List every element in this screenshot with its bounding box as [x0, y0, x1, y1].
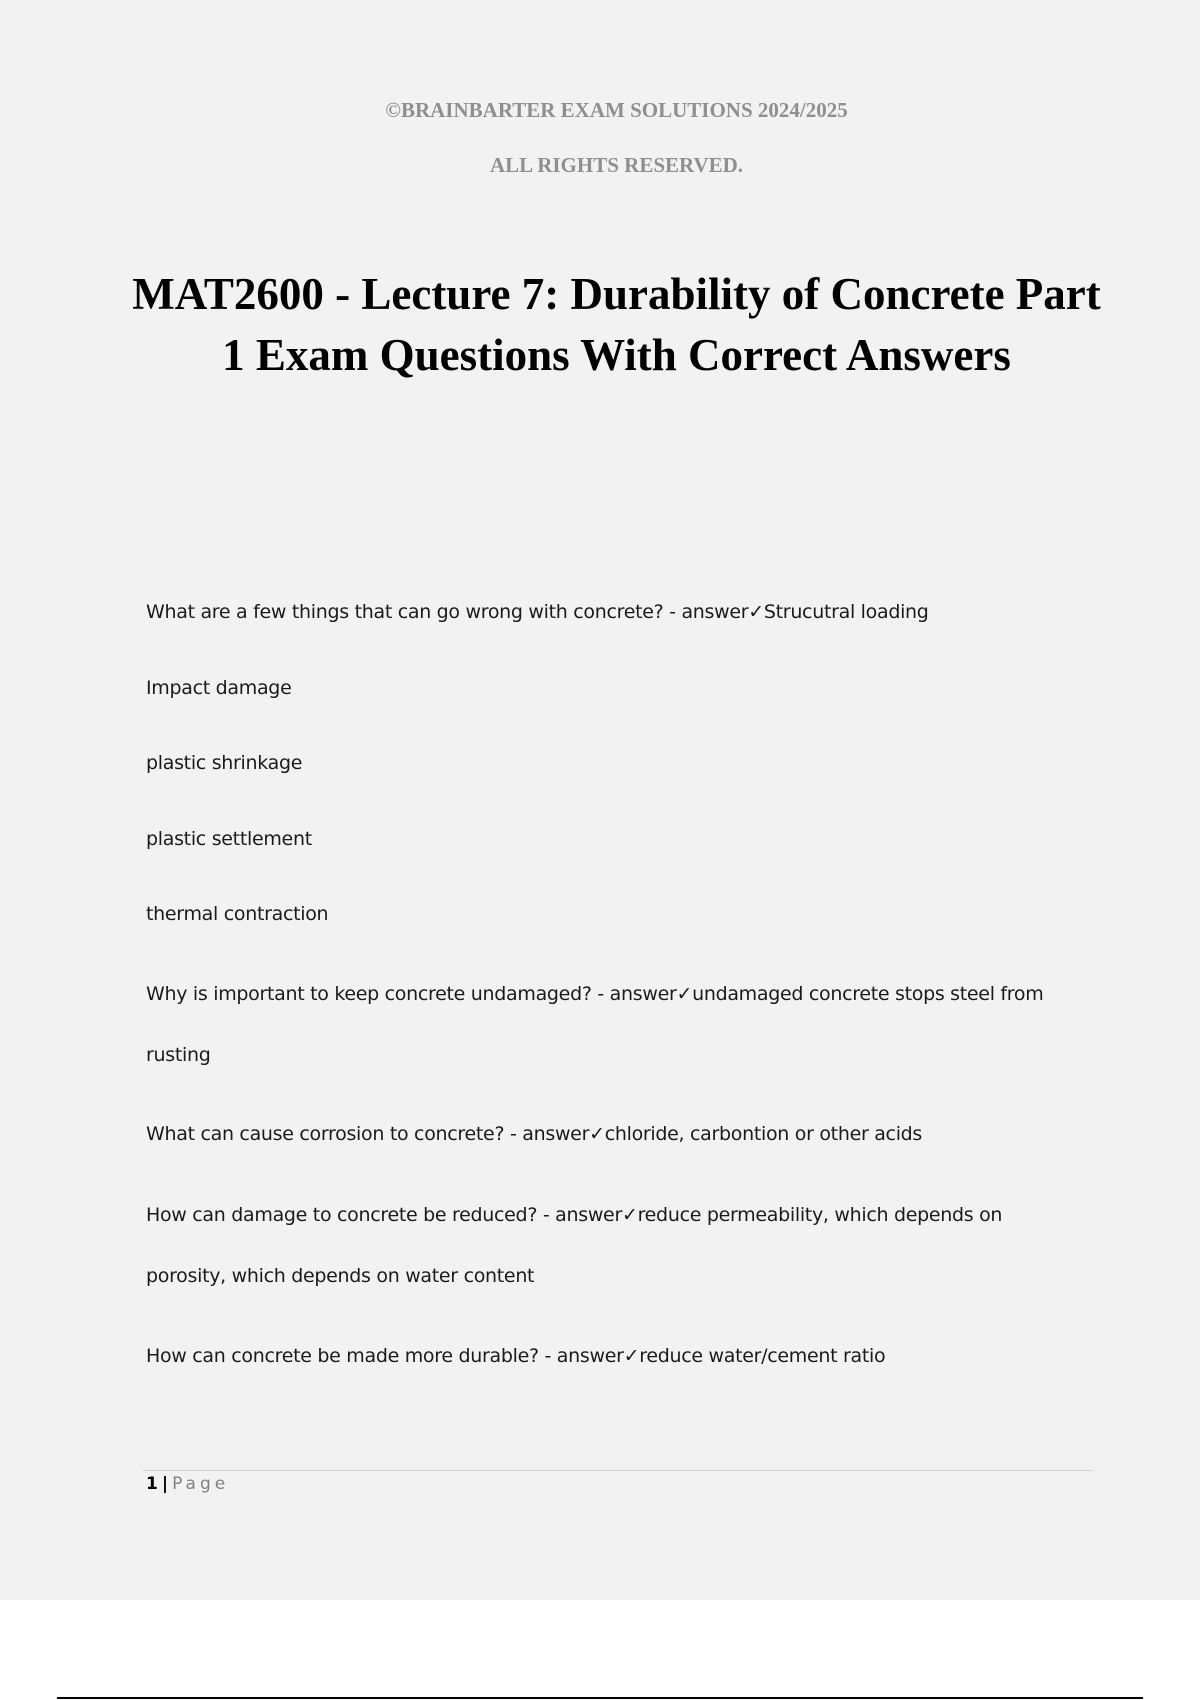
page-number-footer	[146, 1474, 229, 1494]
qa-line: How can concrete be made more durable? - answer✓reduce water/cement ratio	[146, 1345, 886, 1367]
qa-line: How can damage to concrete be reduced? - answer✓reduce permeability, which depends on porosity, which depends on water content	[146, 1204, 1003, 1287]
qa-line: Impact damage	[146, 677, 292, 699]
page-label: Page	[172, 1474, 230, 1494]
rights-header: ALL RIGHTS RESERVED.	[489, 153, 744, 177]
document-title: MAT2600 - Lecture 7: Durability of Concrete Part 1 Exam Questions With Correct Answers	[132, 269, 1101, 380]
bottom-divider	[57, 1697, 1143, 1699]
qa-line: Why is important to keep concrete undamaged? - answer✓undamaged concrete stops steel from rusting	[146, 983, 1044, 1066]
qa-line: thermal contraction	[146, 903, 329, 925]
qa-line: What can cause corrosion to concrete? - answer✓chloride, carbontion or other acids	[146, 1123, 923, 1145]
copyright-header: ©BRAINBARTER EXAM SOLUTIONS 2024/2025	[385, 98, 848, 122]
page-separator: |	[161, 1474, 169, 1494]
qa-line: plastic settlement	[146, 828, 312, 850]
qa-line: plastic shrinkage	[146, 752, 303, 774]
footer-divider	[143, 1470, 1093, 1471]
qa-line: What are a few things that can go wrong with concrete? - answer✓Strucutral loading	[146, 601, 929, 623]
page-number: 1	[146, 1474, 158, 1494]
